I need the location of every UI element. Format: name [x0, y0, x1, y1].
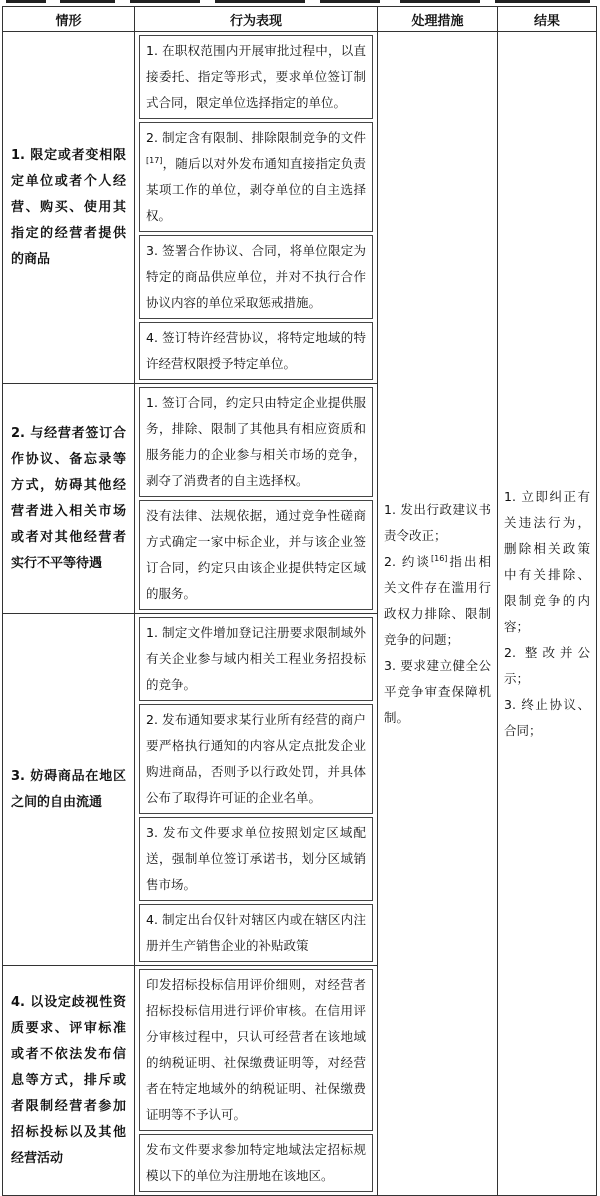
situation-cell: 4. 以设定歧视性资质要求、评审标准或者不依法发布信息等方式，排斥或者限制经营者参加招标投标以及其他经营活动 [3, 966, 135, 1196]
header-measures: 处理措施 [378, 7, 498, 32]
behavior-item: 发布文件要求参加特定地域法定招标规模以下的单位为注册地在该地区。 [139, 1134, 373, 1192]
behavior-item: 2. 发布通知要求某行业所有经营的商户要严格执行通知的内容从定点批发企业购进商品，否则予以行政处罚，并具体公布了取得许可证的企业名单。 [139, 704, 373, 814]
situation-cell: 2. 与经营者签订合作协议、备忘录等方式，妨碍其他经营者进入相关市场或者对其他经营者实行不平等待遇 [3, 384, 135, 614]
situation-cell: 1. 限定或者变相限定单位或者个人经营、购买、使用其指定的经营者提供的商品 [3, 32, 135, 384]
citation: [17] [146, 155, 163, 165]
behavior-item: 1. 签订合同，约定只由特定企业提供服务，排除、限制了其他具有相应资质和服务能力的企业参与相关市场的竞争，剥夺了消费者的自主选择权。 [139, 387, 373, 497]
measure-item [384, 549, 491, 653]
behavior-cell [135, 384, 378, 614]
measure-item: 3. 要求建立健全公平竞争审查保障机制。 [384, 657, 491, 725]
citation: [16] [430, 553, 448, 563]
behavior-item: 3. 发布文件要求单位按照划定区域配送，强制单位签订承诺书，划分区域销售市场。 [139, 817, 373, 901]
behavior-text: ，随后以对外发布通知直接指定负责某项工作的单位，剥夺单位的自主选择权。 [146, 156, 366, 223]
behavior-item: 没有法律、法规依据，通过竞争性磋商方式确定一家中标企业，并与该企业签订合同，约定只由该企业提供特定区域的服务。 [139, 500, 373, 610]
header-situation: 情形 [3, 7, 135, 32]
behavior-item: 1. 在职权范围内开展审批过程中，以直接委托、指定等形式，要求单位签订制式合同，限定单位选择指定的单位。 [139, 35, 373, 119]
behavior-cell [135, 614, 378, 966]
result-item: 1. 立即纠正有关违法行为，删除相关政策中有关排除、限制竞争的内容； [504, 488, 590, 634]
header-behavior: 行为表现 [135, 7, 378, 32]
behavior-item: 4. 制定出台仅针对辖区内或在辖区内注册并生产销售企业的补贴政策 [139, 904, 373, 962]
measures-table [2, 6, 597, 1196]
result-item: 3. 终止协议、合同； [504, 696, 590, 738]
measure-item: 1. 发出行政建议书责令改正； [384, 501, 491, 543]
behavior-item [139, 122, 373, 232]
result-item: 2. 整改并公示； [504, 644, 590, 686]
behavior-cell [135, 966, 378, 1196]
header-result: 结果 [498, 7, 597, 32]
measure-text: 2. 约谈 [384, 553, 431, 569]
behavior-text: 2. 制定含有限制、排除限制竞争的文件 [146, 130, 366, 145]
behavior-item: 1. 制定文件增加登记注册要求限制域外有关企业参与域内相关工程业务招投标的竞争。 [139, 617, 373, 701]
measures-cell [378, 32, 498, 1196]
behavior-item: 3. 签署合作协议、合同，将单位限定为特定的商品供应单位，并对不执行合作协议内容的单位采取惩戒措施。 [139, 235, 373, 319]
header-row [3, 7, 597, 32]
behavior-cell [135, 32, 378, 384]
behavior-item: 印发招标投标信用评价细则，对经营者招标投标信用进行评价审核。在信用评分审核过程中，只认可经营者在该地域的纳税证明、社保缴费证明等，对经营者在特定地域外的纳税证明、社保缴费证明等不予认可。 [139, 969, 373, 1131]
situation-cell: 3. 妨碍商品在地区之间的自由流通 [3, 614, 135, 966]
result-cell [498, 32, 597, 1196]
table-row [3, 32, 597, 384]
measure-text: 指出相关文件存在滥用行政权力排除、限制竞争的问题； [384, 553, 491, 647]
behavior-item: 4. 签订特许经营协议，将特定地域的特许经营权限授予特定单位。 [139, 322, 373, 380]
